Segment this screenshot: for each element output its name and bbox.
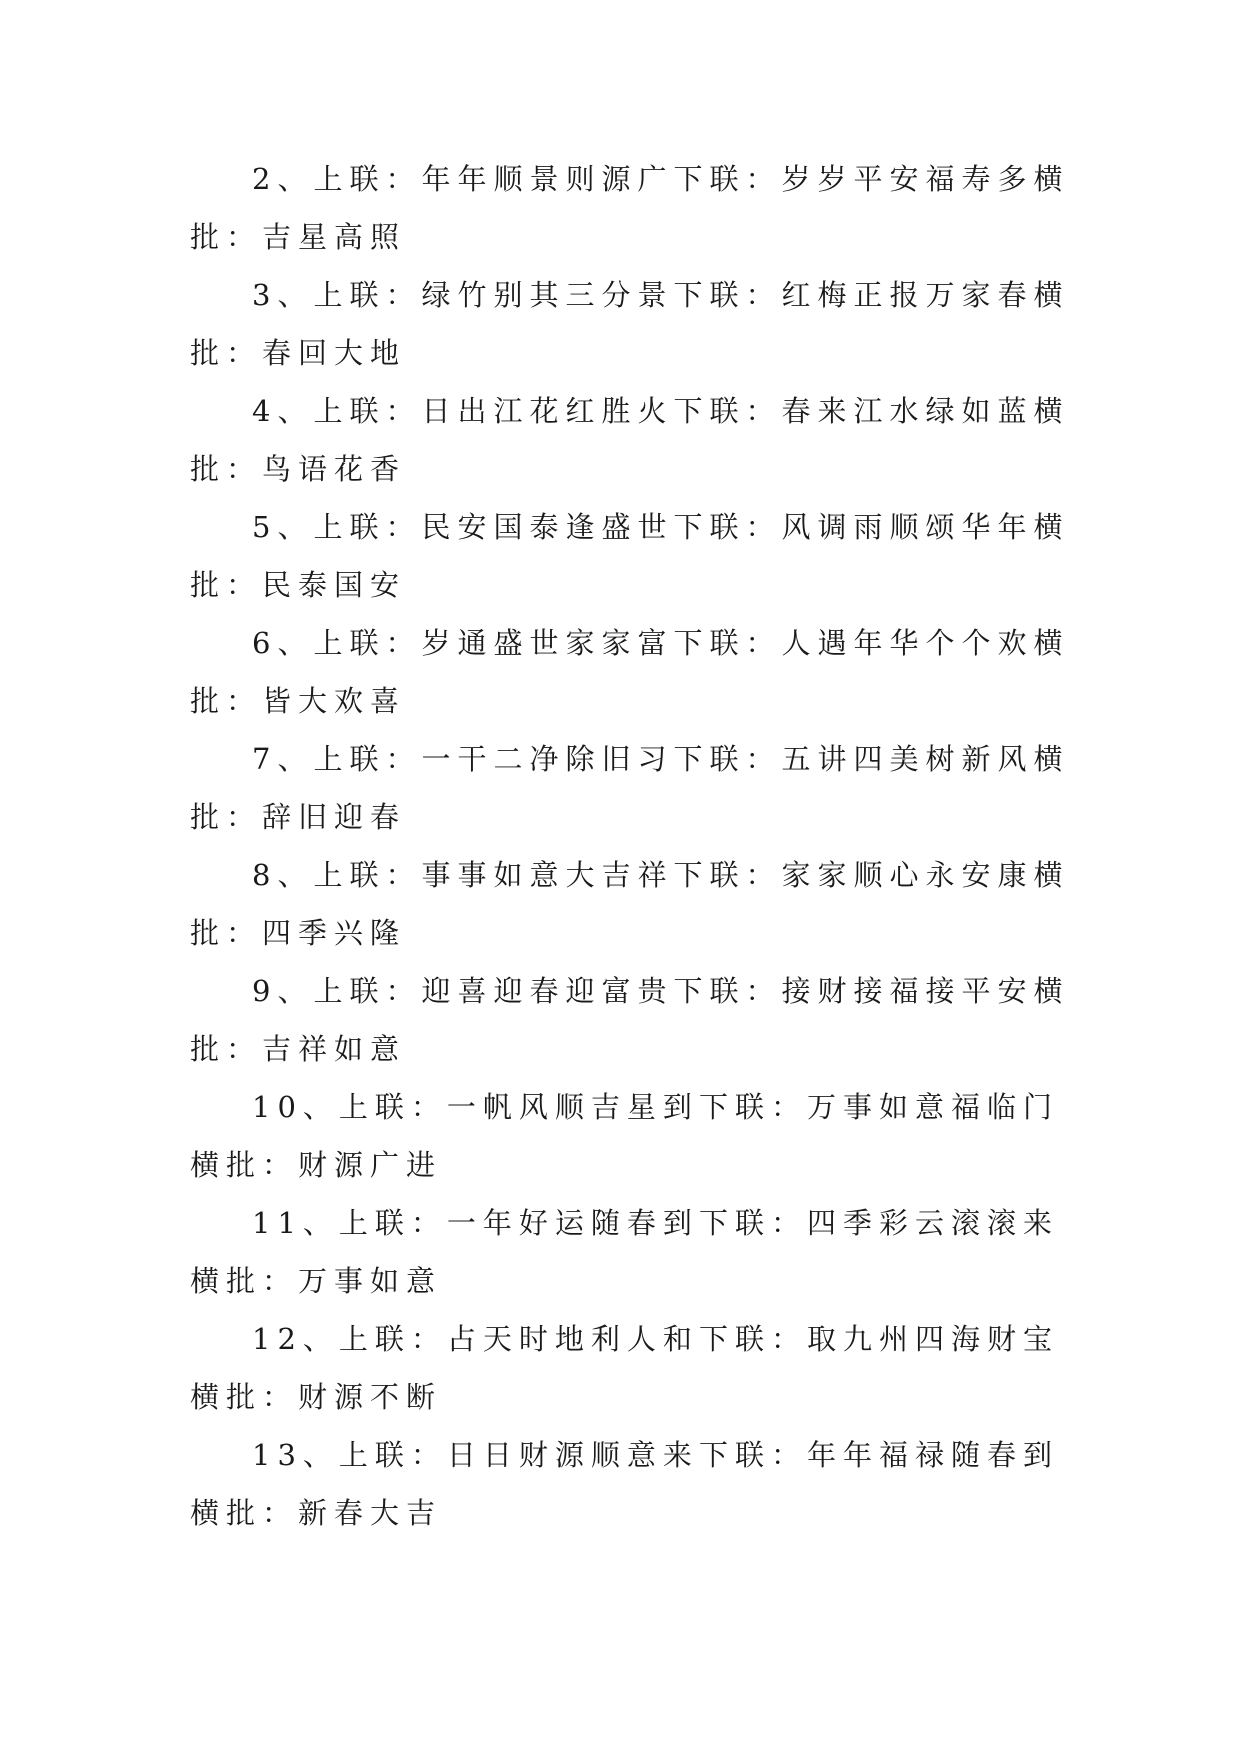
entry-number: 13、 [252, 1438, 339, 1472]
horizontal-label: 横批： [190, 626, 1070, 718]
couplet-entry [190, 382, 1070, 498]
entry-number: 11、 [252, 1206, 339, 1240]
entry-number: 2、 [252, 162, 314, 196]
upper-couplet: 事事如意大吉祥 [421, 858, 674, 892]
lower-label: 下联： [673, 626, 782, 660]
horizontal-scroll: 辞旧迎春 [262, 800, 407, 834]
horizontal-label: 横批： [190, 1148, 299, 1182]
lower-couplet: 接财接福接平安 [781, 974, 1034, 1008]
couplet-entry [190, 1310, 1070, 1426]
couplet-entry [190, 1078, 1070, 1194]
horizontal-scroll: 鸟语花香 [262, 452, 407, 486]
upper-label: 上联： [338, 1206, 447, 1240]
lower-label: 下联： [673, 394, 782, 428]
lower-label: 下联： [698, 1438, 807, 1472]
horizontal-label: 横批： [190, 1264, 299, 1298]
horizontal-label: 横批： [190, 394, 1070, 486]
upper-label: 上联： [313, 510, 422, 544]
lower-label: 下联： [673, 162, 782, 196]
upper-couplet: 民安国泰逢盛世 [421, 510, 674, 544]
entry-number: 5、 [252, 510, 314, 544]
couplet-entry [190, 1426, 1070, 1542]
horizontal-scroll: 财源广进 [298, 1148, 443, 1182]
horizontal-scroll: 四季兴隆 [262, 916, 407, 950]
lower-couplet: 四季彩云滚滚来 [806, 1206, 1059, 1240]
lower-label: 下联： [698, 1090, 807, 1124]
upper-couplet: 年年顺景则源广 [421, 162, 674, 196]
horizontal-scroll: 吉祥如意 [262, 1032, 407, 1066]
couplet-entry [190, 614, 1070, 730]
lower-couplet: 家家顺心永安康 [781, 858, 1034, 892]
horizontal-label: 横批： [190, 742, 1070, 834]
entry-number: 9、 [252, 974, 314, 1008]
upper-couplet: 一年好运随春到 [446, 1206, 699, 1240]
couplet-entry [190, 730, 1070, 846]
upper-couplet: 迎喜迎春迎富贵 [421, 974, 674, 1008]
lower-label: 下联： [698, 1322, 807, 1356]
lower-couplet: 春来江水绿如蓝 [781, 394, 1034, 428]
horizontal-label: 横批： [190, 974, 1070, 1066]
lower-couplet: 风调雨顺颂华年 [781, 510, 1034, 544]
lower-label: 下联： [673, 858, 782, 892]
upper-couplet: 岁通盛世家家富 [421, 626, 674, 660]
upper-couplet: 绿竹别其三分景 [421, 278, 674, 312]
upper-couplet: 一帆风顺吉星到 [446, 1090, 699, 1124]
lower-label: 下联： [673, 278, 782, 312]
horizontal-label: 横批： [190, 1380, 299, 1414]
entry-number: 7、 [252, 742, 314, 776]
couplet-entry [190, 150, 1070, 266]
couplet-entry [190, 962, 1070, 1078]
upper-label: 上联： [313, 858, 422, 892]
horizontal-scroll: 财源不断 [298, 1380, 443, 1414]
horizontal-label: 横批： [190, 278, 1070, 370]
lower-label: 下联： [673, 974, 782, 1008]
entry-number: 10、 [252, 1090, 339, 1124]
lower-label: 下联： [698, 1206, 807, 1240]
lower-couplet: 万事如意福临门 [806, 1090, 1059, 1124]
horizontal-scroll: 吉星高照 [262, 220, 407, 254]
couplet-entry [190, 266, 1070, 382]
horizontal-label: 横批： [190, 510, 1070, 602]
lower-couplet: 岁岁平安福寿多 [781, 162, 1034, 196]
couplet-entry [190, 846, 1070, 962]
upper-couplet: 日日财源顺意来 [446, 1438, 699, 1472]
upper-label: 上联： [313, 974, 422, 1008]
horizontal-scroll: 万事如意 [298, 1264, 443, 1298]
lower-couplet: 红梅正报万家春 [781, 278, 1034, 312]
couplet-entry [190, 1194, 1070, 1310]
lower-label: 下联： [673, 510, 782, 544]
horizontal-label: 横批： [190, 1496, 299, 1530]
document-page [190, 150, 1070, 1542]
horizontal-label: 横批： [190, 858, 1070, 950]
upper-couplet: 占天时地利人和 [446, 1322, 699, 1356]
upper-label: 上联： [313, 162, 422, 196]
upper-couplet: 日出江花红胜火 [421, 394, 674, 428]
lower-couplet: 取九州四海财宝 [806, 1322, 1059, 1356]
horizontal-scroll: 皆大欢喜 [262, 684, 407, 718]
entry-number: 4、 [252, 394, 314, 428]
upper-label: 上联： [313, 742, 422, 776]
upper-label: 上联： [338, 1322, 447, 1356]
horizontal-scroll: 春回大地 [262, 336, 407, 370]
upper-label: 上联： [313, 278, 422, 312]
horizontal-scroll: 新春大吉 [298, 1496, 443, 1530]
lower-couplet: 人遇年华个个欢 [781, 626, 1034, 660]
lower-couplet: 年年福禄随春到 [806, 1438, 1059, 1472]
upper-label: 上联： [338, 1090, 447, 1124]
entry-number: 8、 [252, 858, 314, 892]
horizontal-label: 横批： [190, 162, 1070, 254]
horizontal-scroll: 民泰国安 [262, 568, 407, 602]
couplet-entry [190, 498, 1070, 614]
entry-number: 12、 [252, 1322, 339, 1356]
lower-couplet: 五讲四美树新风 [781, 742, 1034, 776]
entry-number: 6、 [252, 626, 314, 660]
upper-label: 上联： [313, 626, 422, 660]
upper-label: 上联： [338, 1438, 447, 1472]
entry-number: 3、 [252, 278, 314, 312]
lower-label: 下联： [673, 742, 782, 776]
upper-label: 上联： [313, 394, 422, 428]
upper-couplet: 一干二净除旧习 [421, 742, 674, 776]
